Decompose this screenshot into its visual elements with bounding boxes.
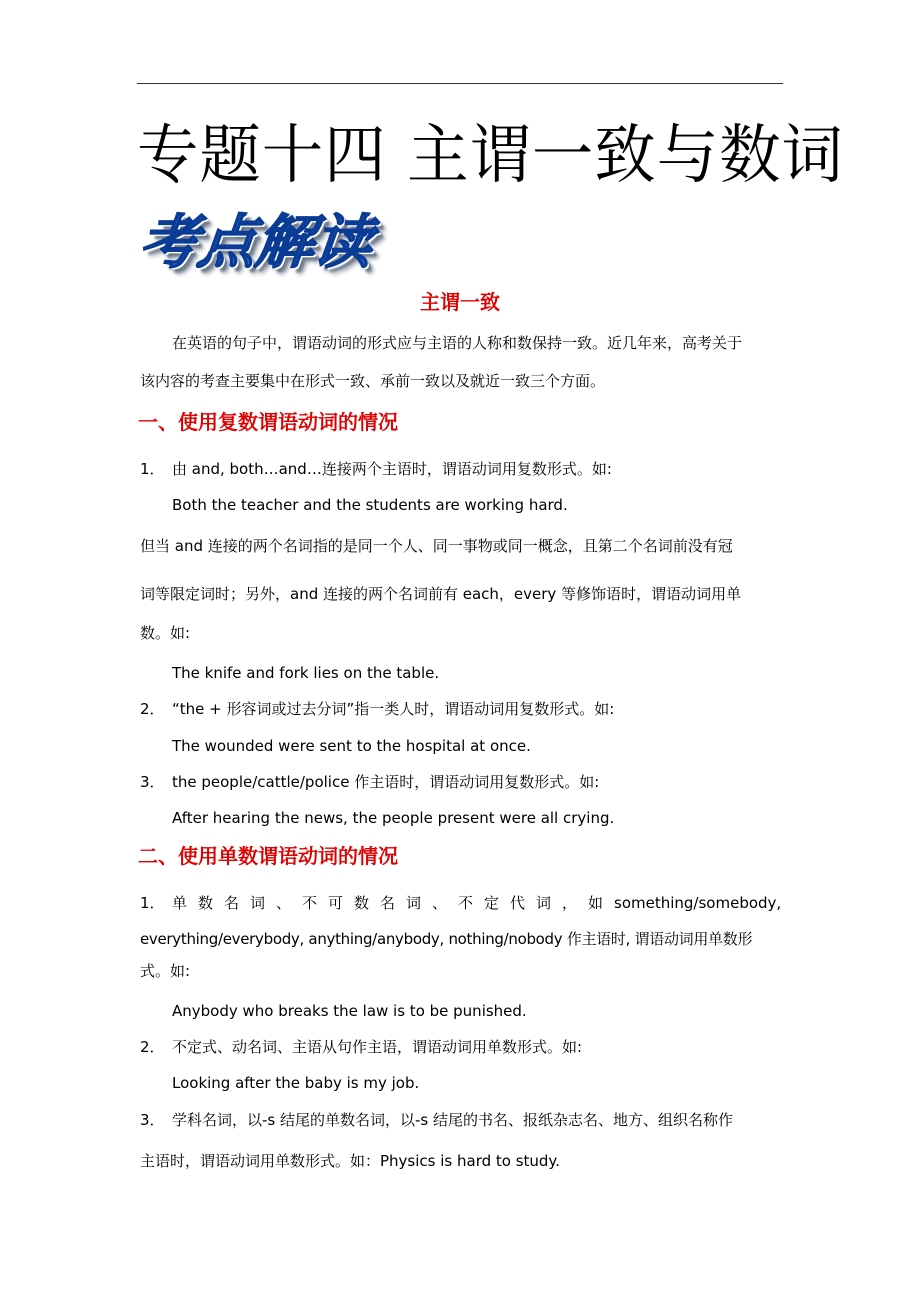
part2-item1-example: Anybody who breaks the law is to be punished. xyxy=(172,1002,527,1020)
part2-item1 xyxy=(140,893,780,913)
item-text: 学科名词，以-s 结尾的单数名词，以-s 结尾的书名、报纸杂志名、地方、组织名称作 xyxy=(172,1111,733,1129)
section-title: 主谓一致 xyxy=(420,290,500,314)
item-number: 1． xyxy=(140,894,165,912)
part1-item1-example: Both the teacher and the students are working hard. xyxy=(172,496,568,514)
item-number: 1． xyxy=(140,460,165,478)
part2-item1-line-2: everything/everybody, anything/anybody, nothing/nobody 作主语时, 谓语动词用单数形 xyxy=(140,930,753,948)
part1-note-example: The knife and fork lies on the table. xyxy=(172,664,440,682)
part2-item1-line-3: 式。如: xyxy=(140,962,191,980)
header-rule xyxy=(137,83,783,84)
part1-item2 xyxy=(140,699,780,719)
part2-item2 xyxy=(140,1037,780,1057)
part1-item3-example: After hearing the news, the people present were all crying. xyxy=(172,809,615,827)
item-number: 3． xyxy=(140,773,165,791)
intro-line-2: 该内容的考查主要集中在形式一致、承前一致以及就近一致三个方面。 xyxy=(140,372,606,390)
intro-line-1: 在英语的句子中，谓语动词的形式应与主语的人称和数保持一致。近几年来，高考关于 xyxy=(172,334,743,352)
item-text: 由 and, both…and…连接两个主语时，谓语动词用复数形式。如: xyxy=(172,460,612,478)
item-number: 2． xyxy=(140,700,165,718)
part1-item1 xyxy=(140,459,780,479)
item-text: 不定式、动名词、主语从句作主语，谓语动词用单数形式。如: xyxy=(172,1038,583,1056)
part2-item3 xyxy=(140,1110,780,1130)
part2-item3-line-2: 主语时，谓语动词用单数形式。如：Physics is hard to study. xyxy=(140,1152,560,1170)
item-text: “the + 形容词或过去分词”指一类人时，谓语动词用复数形式。如: xyxy=(172,700,615,718)
item-number: 3． xyxy=(140,1111,165,1129)
banner-wordart: 考点解读 xyxy=(136,208,376,276)
part1-note-line-2: 词等限定词时；另外，and 连接的两个名词前有 each，every 等修饰语时，谓语动词用单 xyxy=(140,585,742,603)
page-title: 专题十四 主谓一致与数词 xyxy=(137,119,844,193)
heading-part1: 一、使用复数谓语动词的情况 xyxy=(138,410,398,434)
heading-part2: 二、使用单数谓语动词的情况 xyxy=(138,844,398,868)
item-text-en: something/somebody, xyxy=(614,894,782,912)
item-text: the people/cattle/police 作主语时，谓语动词用复数形式。如: xyxy=(172,773,600,791)
item-number: 2． xyxy=(140,1038,165,1056)
part1-note-line-1: 但当 and 连接的两个名词指的是同一个人、同一事物或同一概念，且第二个名词前没有冠 xyxy=(140,537,733,555)
part1-note-line-3: 数。如: xyxy=(140,624,191,642)
item-text-cn: 单数名词、不可数名词、不定代词，如 xyxy=(172,894,615,912)
part1-item2-example: The wounded were sent to the hospital at once. xyxy=(172,737,531,755)
part2-item2-example: Looking after the baby is my job. xyxy=(172,1074,420,1092)
part1-item3 xyxy=(140,772,780,792)
